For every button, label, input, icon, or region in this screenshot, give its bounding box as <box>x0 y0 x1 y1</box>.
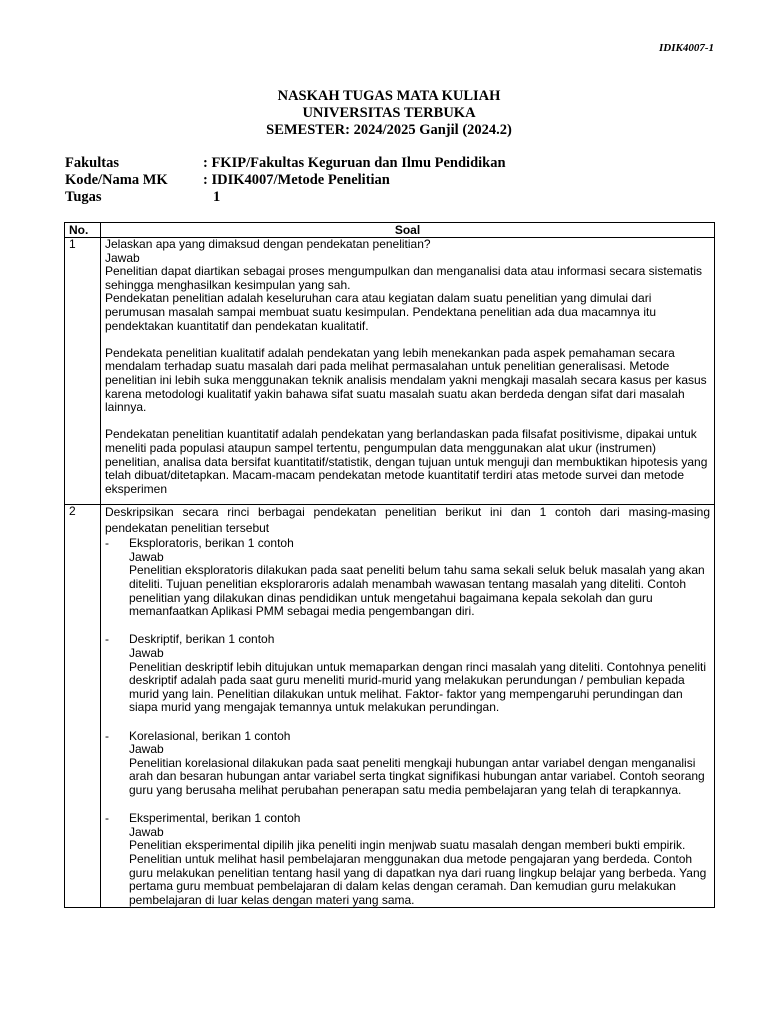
heading-line-1: NASKAH TUGAS MATA KULIAH <box>277 88 501 104</box>
answer-paragraph: Penelitian deskriptif lebih ditujukan untuk memaparkan dengan rinci masalah yang diteliti. Contohnya peneliti deskriptif adalah pada saat guru meneliti murid-murid yang melakukan perundungan / pembulian kepada murid yang lain. Penelitian dilakukan untuk melihat. Faktor- faktor yang mempengaruhi perundingan dan siapa murid yang mengajak temannya untuk melakukan perundingan. <box>129 659 707 715</box>
kode-value: : IDIK4007/Metode Penelitian <box>203 172 390 188</box>
fakultas-value: : FKIP/Fakultas Keguruan dan Ilmu Pendidikan <box>203 155 506 171</box>
question-cell <box>101 238 715 505</box>
kode-label: Kode/Nama MK <box>65 172 168 188</box>
heading-line-3: SEMESTER: 2024/2025 Ganjil (2024.2) <box>266 122 512 138</box>
answer-label: Jawab <box>129 549 164 564</box>
answer-paragraph: Penelitian dapat diartikan sebagai proses mengumpulkan dan menganalisi data atau informasi secara sistematis sehingga menghasilkan kesimpulan yang sah. <box>105 264 703 292</box>
subquestion-title: Eksperimental, berikan 1 contoh <box>129 811 301 826</box>
info-row-tugas <box>65 189 506 206</box>
answer-paragraph: Pendekatan penelitian adalah keseluruhan cara atau kegiatan dalam suatu penelitian yang dimulai dari perumusan masalah sampai membuat suatu kesimpulan. Pendektana penelitian ada dua macamnya itu pendektakan kuantitatif dan pendekatan kualitatif. <box>105 291 656 333</box>
table-row <box>65 238 715 505</box>
tugas-value: 1 <box>213 189 221 205</box>
document-code: IDIK4007-1 <box>658 42 714 54</box>
answer-label: Jawab <box>129 646 164 661</box>
list-item <box>105 633 710 715</box>
subquestion-title: Deskriptif, berikan 1 contoh <box>129 632 275 647</box>
document-heading <box>0 88 768 139</box>
questions-table <box>64 222 715 908</box>
subquestion-title: Eksploratoris, berikan 1 contoh <box>129 536 294 551</box>
info-row-fakultas <box>65 155 506 172</box>
heading-line-2: UNIVERSITAS TERBUKA <box>302 105 476 121</box>
answer-paragraph: Penelitian eksperimental dipilih jika peneliti ingin menjwab suatu masalah dengan memberi bukti empirik. Penelitian untuk melihat hasil pembelajaran menggunakan dua metode pengajaran yang berdeda. Contoh guru melakukan penelitian tentang hasil yang di dapatkan nya dari ruang lingkup belajar yang berbeda. Yang pertama guru membuat pembelajaran di dalam kelas dengan ceramah. Dan kemudian guru melakukan pembelajaran di luar kelas dengan materi yang sama. <box>129 838 707 907</box>
list-dash: - <box>105 536 109 551</box>
list-item <box>105 730 710 798</box>
list-dash: - <box>105 728 109 743</box>
answer-paragraph: Pendekatan penelitian kuantitatif adalah pendekatan yang berlandaskan pada filsafat positivisme, dipakai untuk meneliti pada populasi ataupun sampel tertentu, pengumpulan data menggunakan alat ukur (instrumen) penelitian, analisa data bersifat kuantitatif/statistik, dengan tujuan untuk menguji dan membuktikan hipotesis yang telah dibuat/ditetapkan. Macam-macam pendekatan metode kuantitatif terdiri atas metode survei dan metode eksperimen <box>105 427 708 496</box>
list-item <box>105 537 710 619</box>
list-dash: - <box>105 811 109 826</box>
answer-label: Jawab <box>129 742 164 757</box>
table-header-row <box>65 223 715 238</box>
question-cell <box>101 505 715 908</box>
answer-paragraph: Penelitian eksploratoris dilakukan pada saat peneliti belum tahu sama sekali seluk beluk masalah yang akan diteliti. Tujuan penelitian eksploraroris adalah menambah wawasan tentang masalah yang diteliti. Contoh penelitian yang dilakukan dinas pendidikan untuk mengetahui bagaimana kepala sekolah dan guru memanfaatkan Aplikasi PMM sebagai media pengembangan diri. <box>129 563 705 619</box>
fakultas-label: Fakultas <box>65 155 119 171</box>
list-item <box>105 812 710 907</box>
question-text: Deskripsikan secara rinci berbagai pendekatan penelitian berikut ini dan 1 contoh dari masing-masing pendekatan penelitian tersebut <box>105 505 710 535</box>
question-text: Jelaskan apa yang dimaksud dengan pendekatan penelitian? <box>105 237 431 251</box>
tugas-label: Tugas <box>65 189 102 205</box>
table-row <box>65 505 715 908</box>
answer-paragraph: Penelitian korelasional dilakukan pada saat peneliti mengkaji hubungan antar variabel dengan menganalisi arah dan besaran hubungan antar variabel serta tingkat signifikasi hubungan antar variabel. Contoh seorang guru yang berusaha melihat perubahan penerapan satu media pembelajaran yang telah di terapkannya. <box>129 755 705 797</box>
question-number: 1 <box>65 238 101 505</box>
answer-label: Jawab <box>105 250 140 265</box>
course-info <box>65 155 506 206</box>
info-row-kode <box>65 172 506 189</box>
subquestion-title: Korelasional, berikan 1 contoh <box>129 728 291 743</box>
answer-paragraph: Pendekata penelitian kualitatif adalah pendekatan yang lebih menekankan pada aspek pemahaman secara mendalam terhadap suatu masalah dari pada melihat permasalahan untuk penelitian generalisasi. Metode penelitian ini lebih suka menggunakan teknik analisis mendalam yakni mengkaji masalah secara kasus per kasus karena metodologi kualitatif yakin bahawa sifat suatu masalah suatu akan berdeda dengan sifat dari masalah lainnya. <box>105 345 707 415</box>
list-dash: - <box>105 632 109 647</box>
column-header-no: No. <box>65 223 101 238</box>
question-number: 2 <box>65 505 101 908</box>
column-header-soal: Soal <box>101 223 715 238</box>
answer-label: Jawab <box>129 824 164 839</box>
